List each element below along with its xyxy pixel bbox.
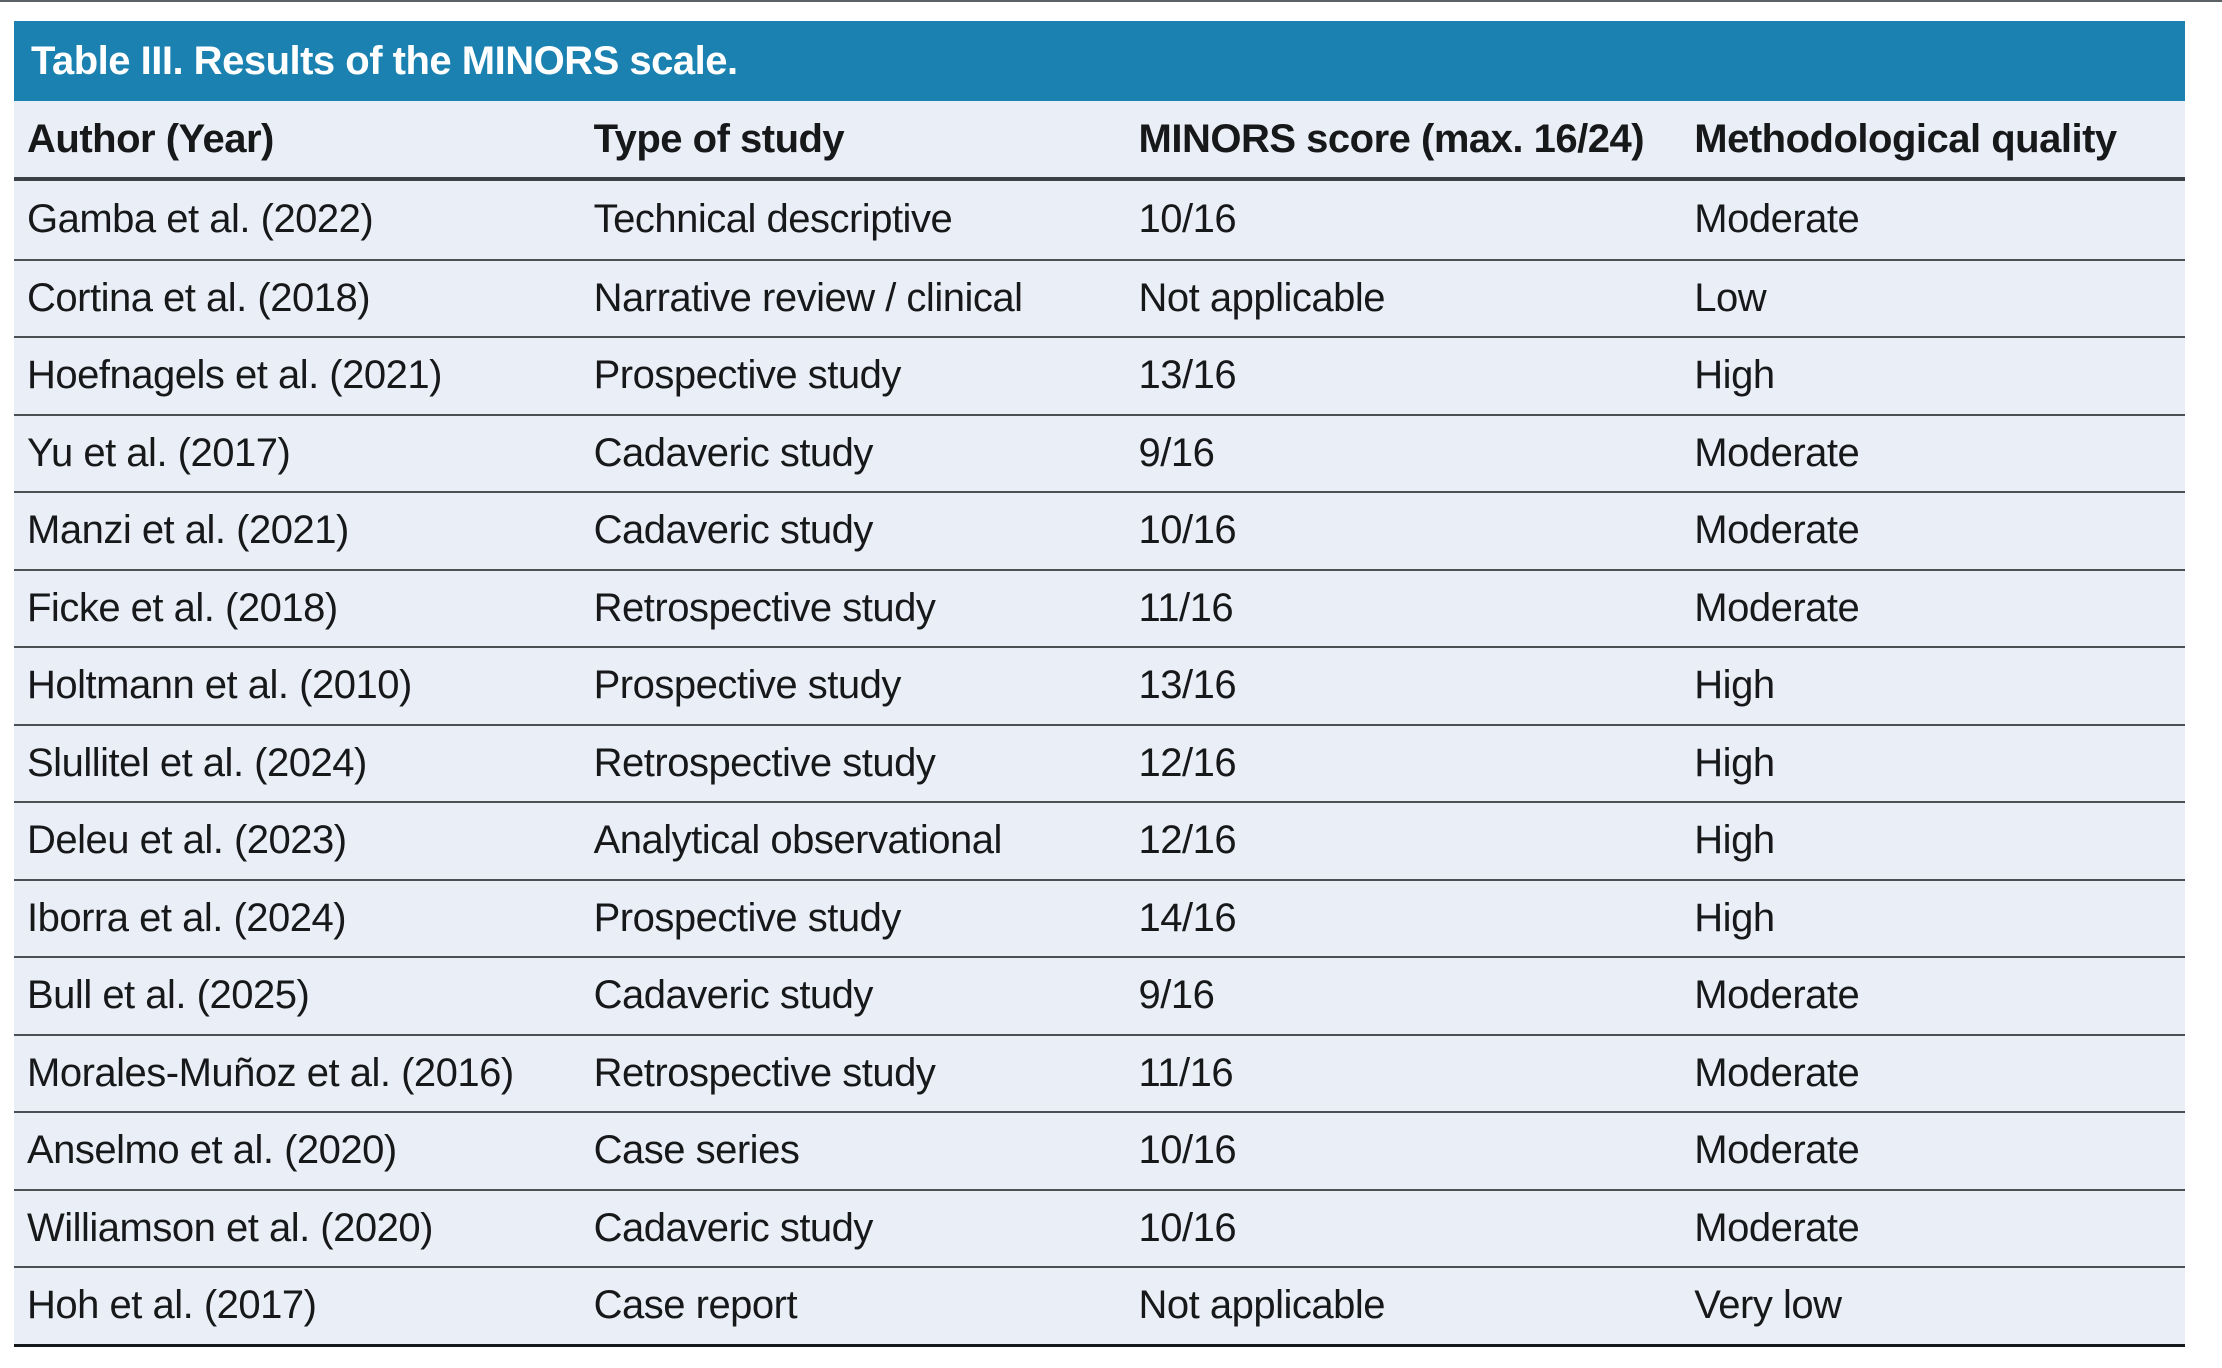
column-header-author: Author (Year) [27,116,274,161]
cell-author: Cortina et al. (2018) [27,275,371,320]
cell-study-type: Cadaveric study [593,1205,873,1250]
cell-minors-score: 11/16 [1138,585,1234,630]
cell-study-type: Case report [593,1283,798,1328]
table-row [14,336,2185,414]
cell-study-type: Analytical observational [593,818,1002,863]
cell-minors-score: 13/16 [1138,353,1237,398]
cell-quality: Low [1694,275,1767,320]
cell-quality: Moderate [1694,585,1860,630]
cell-author: Deleu et al. (2023) [27,818,347,863]
table-header-row [14,101,2185,181]
table-row [14,1189,2185,1267]
table-row [14,956,2185,1034]
cell-minors-score: 10/16 [1138,1128,1237,1173]
cell-minors-score: 12/16 [1138,740,1237,785]
table-row [14,181,2185,259]
minors-results-table [14,21,2185,1347]
cell-minors-score: Not applicable [1138,1283,1386,1328]
cell-author: Manzi et al. (2021) [27,508,349,553]
cell-author: Gamba et al. (2022) [27,197,374,242]
table-row [14,1111,2185,1189]
cell-author: Anselmo et al. (2020) [27,1128,397,1173]
column-header-type: Type of study [593,116,845,161]
cell-quality: Moderate [1694,508,1860,553]
table-title: Table III. Results of the MINORS scale. [31,38,738,83]
cell-quality: High [1694,818,1775,863]
cell-author: Yu et al. (2017) [27,430,291,475]
cell-minors-score: 10/16 [1138,197,1237,242]
table-title-bar [14,21,2185,101]
table-row [14,569,2185,647]
cell-study-type: Narrative review / clinical [593,275,1023,320]
column-header-quality: Methodological quality [1694,116,2117,161]
cell-minors-score: 10/16 [1138,1205,1237,1250]
cell-quality: High [1694,663,1775,708]
table-row [14,1266,2185,1344]
cell-quality: Moderate [1694,1128,1860,1173]
cell-quality: High [1694,740,1775,785]
cell-author: Iborra et al. (2024) [27,895,347,940]
cell-study-type: Prospective study [593,895,901,940]
cell-study-type: Cadaveric study [593,973,873,1018]
cell-study-type: Cadaveric study [593,508,873,553]
cell-quality: High [1694,353,1775,398]
cell-quality: Moderate [1694,1050,1860,1095]
cell-author: Hoefnagels et al. (2021) [27,353,442,398]
cell-quality: Moderate [1694,430,1860,475]
table-row [14,259,2185,337]
cell-study-type: Prospective study [593,663,901,708]
cell-minors-score: 13/16 [1138,663,1237,708]
cell-quality: Moderate [1694,1205,1860,1250]
cell-study-type: Retrospective study [593,585,936,630]
cell-author: Holtmann et al. (2010) [27,663,412,708]
cell-author: Morales-Muñoz et al. (2016) [27,1050,514,1095]
cell-minors-score: 12/16 [1138,818,1237,863]
cell-minors-score: 14/16 [1138,895,1237,940]
cell-author: Slullitel et al. (2024) [27,740,367,785]
column-header-score: MINORS score (max. 16/24) [1138,116,1645,161]
cell-author: Bull et al. (2025) [27,973,310,1018]
cell-quality: Moderate [1694,973,1860,1018]
table-row [14,646,2185,724]
cell-quality: Moderate [1694,197,1860,242]
cell-minors-score: 9/16 [1138,973,1215,1018]
cell-study-type: Retrospective study [593,740,936,785]
cell-author: Williamson et al. (2020) [27,1205,433,1250]
cell-quality: High [1694,895,1775,940]
cell-minors-score: Not applicable [1138,275,1386,320]
cell-study-type: Case series [593,1128,800,1173]
cell-study-type: Technical descriptive [593,197,953,242]
table-row [14,879,2185,957]
cell-study-type: Prospective study [593,353,901,398]
table-body [14,181,2185,1347]
table-row [14,724,2185,802]
table-row [14,414,2185,492]
page-top-rule [0,0,2222,2]
cell-author: Hoh et al. (2017) [27,1283,317,1328]
cell-study-type: Retrospective study [593,1050,936,1095]
table-row [14,801,2185,879]
cell-minors-score: 9/16 [1138,430,1215,475]
cell-minors-score: 10/16 [1138,508,1237,553]
cell-study-type: Cadaveric study [593,430,873,475]
cell-quality: Very low [1694,1283,1842,1328]
table-row [14,491,2185,569]
cell-author: Ficke et al. (2018) [27,585,338,630]
cell-minors-score: 11/16 [1138,1050,1234,1095]
table-row [14,1034,2185,1112]
